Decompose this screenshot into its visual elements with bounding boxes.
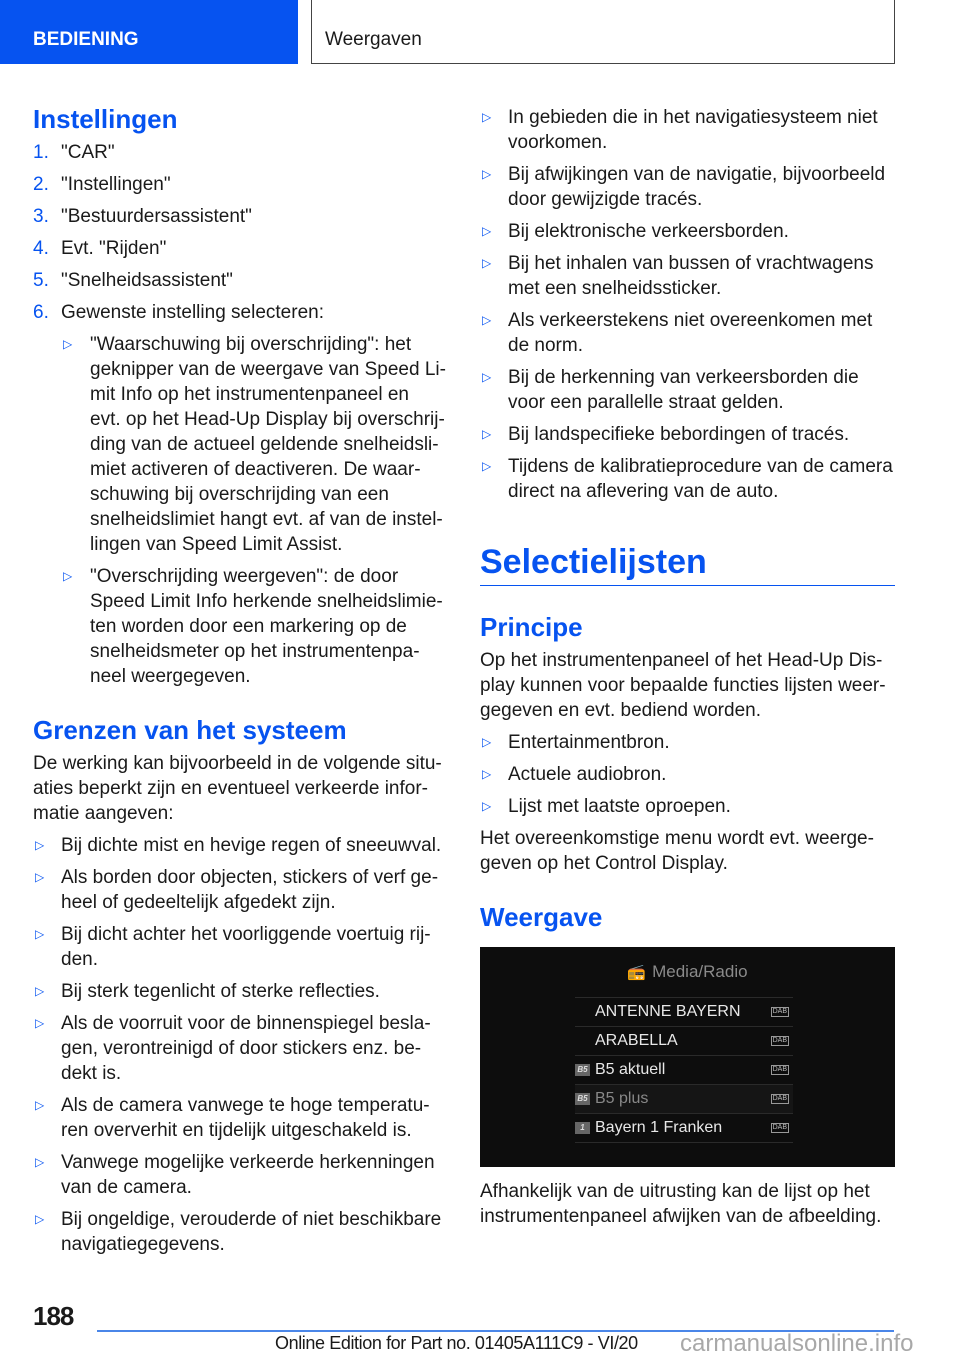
text-line: Evt. "Rijden" xyxy=(61,238,167,259)
station-row xyxy=(575,1114,793,1143)
screen-title-text: Media/Radio xyxy=(652,961,748,981)
text-line: Bij elektronische verkeersborden. xyxy=(508,220,789,242)
triangle-bullet-icon: ▷ xyxy=(35,1212,45,1226)
right-column xyxy=(480,0,895,1229)
text-line: Gewenste instelling selecteren: xyxy=(61,302,324,323)
radio-icon: 📻 xyxy=(627,963,647,981)
paragraph xyxy=(33,751,453,826)
step-number: 2. xyxy=(33,174,49,195)
text-line: Actuele audiobron. xyxy=(508,763,667,785)
text-line: evt. op het Head-Up Display bij overschrij- xyxy=(90,409,445,430)
text-line: neel weergegeven. xyxy=(90,666,251,687)
bullet-item xyxy=(33,833,453,858)
bullet-item xyxy=(480,251,895,301)
text-line: "CAR" xyxy=(61,142,115,163)
text-line: heel of gedeeltelijk afgedekt zijn. xyxy=(61,892,336,913)
text-line: Het overeenkomstige menu wordt evt. weerge- xyxy=(480,827,874,849)
text-line: snelheidsmeter op het instrumentenpa- xyxy=(90,641,420,662)
chapter-label: Weergaven xyxy=(325,29,422,50)
subheading xyxy=(33,102,453,136)
text-line: Bij sterk tegenlicht of sterke reflecties. xyxy=(61,981,380,1002)
station-name: B5 aktuell xyxy=(595,1060,666,1078)
watermark: carmanualsonline.info xyxy=(680,1330,914,1357)
subheading xyxy=(480,900,895,934)
text-line: play kunnen voor bepaalde functies lijsten weer- xyxy=(480,674,886,696)
text-line: Bij ongeldige, verouderde of niet beschikbare xyxy=(61,1209,442,1230)
triangle-bullet-icon: ▷ xyxy=(482,166,492,181)
text-line: ren oververhit en tijdelijk uitgeschakeld is. xyxy=(61,1120,412,1141)
dab-badge: DAB xyxy=(772,1123,787,1131)
bullet-item xyxy=(480,308,895,358)
station-name: ARABELLA xyxy=(595,1031,678,1049)
bullet-item xyxy=(33,922,453,972)
triangle-bullet-icon: ▷ xyxy=(482,734,492,749)
dab-badge: DAB xyxy=(772,1065,787,1073)
bullet-item xyxy=(480,422,895,447)
text-line: Op het instrumentenpaneel of het Head-Up Dis- xyxy=(480,649,883,671)
subheading xyxy=(33,713,453,747)
numbered-step xyxy=(33,140,453,165)
bullet-item xyxy=(33,979,453,1004)
text-line: Als de camera vanwege te hoge temperatu- xyxy=(61,1095,430,1116)
bullet-item xyxy=(480,794,895,819)
text-line: Bij het inhalen van bussen of vrachtwagens xyxy=(508,252,874,274)
triangle-bullet-icon: ▷ xyxy=(482,312,492,327)
text-line: Bij afwijkingen van de navigatie, bijvoorbeeld xyxy=(508,163,886,185)
text-line: lingen van Speed Limit Assist. xyxy=(90,534,343,555)
text-line: gegeven en evt. bediend worden. xyxy=(480,699,761,721)
dab-badge: DAB xyxy=(772,1094,787,1102)
bullet-item xyxy=(480,730,895,755)
text-line: dekt is. xyxy=(61,1063,122,1084)
triangle-bullet-icon: ▷ xyxy=(482,109,492,124)
paragraph xyxy=(480,1179,895,1229)
text-line: geven op het Control Display. xyxy=(480,852,728,874)
paragraph xyxy=(480,648,895,723)
numbered-step xyxy=(33,204,453,229)
bullet-item xyxy=(33,1207,453,1257)
bullet-item xyxy=(33,865,453,915)
screen-title xyxy=(480,962,895,982)
text-line: aties beperkt zijn en eventueel verkeerde infor- xyxy=(33,778,429,799)
step-number: 5. xyxy=(33,270,49,291)
text-line: van de camera. xyxy=(61,1177,192,1198)
triangle-bullet-icon: ▷ xyxy=(63,569,73,583)
section-heading xyxy=(480,542,895,586)
bullet-item xyxy=(480,219,895,244)
text-line: Grenzen van het systeem xyxy=(33,715,347,745)
text-line: "Instellingen" xyxy=(61,174,171,195)
bullet-item xyxy=(480,762,895,787)
text-line: Bij landspecifieke bebordingen of tracés. xyxy=(508,423,850,445)
dab-badge: DAB xyxy=(772,1036,787,1044)
text-line: De werking kan bijvoorbeeld in de volgende situ- xyxy=(33,753,442,774)
sub-bullet-item xyxy=(33,564,453,689)
triangle-bullet-icon: ▷ xyxy=(482,369,492,384)
station-list xyxy=(575,997,793,1143)
text-line: "Overschrijding weergeven": de door xyxy=(90,566,399,587)
text-line: voorkomen. xyxy=(508,131,608,153)
station-row xyxy=(575,998,793,1027)
edition-text: Online Edition for Part no. 01405A111C9 - VI/20 xyxy=(275,1333,638,1353)
text-line: miet activeren of deactiveren. De waar- xyxy=(90,459,421,480)
media-radio-screenshot xyxy=(480,947,895,1167)
left-column xyxy=(33,0,453,1257)
text-line: Bij dicht achter het voorliggende voertuig rij- xyxy=(61,924,431,945)
sub-bullet-item xyxy=(33,332,453,557)
step-number: 4. xyxy=(33,238,49,259)
text-line: Vanwege mogelijke verkeerde herkenningen xyxy=(61,1152,435,1173)
bullet-item xyxy=(480,162,895,212)
text-line: Bij dichte mist en hevige regen of sneeuwval. xyxy=(61,835,442,856)
triangle-bullet-icon: ▷ xyxy=(35,838,45,852)
text-line: ding van de actueel geldende snelheidsli- xyxy=(90,434,439,455)
station-logo-icon: B5 xyxy=(575,1064,590,1076)
text-line: met een snelheidssticker. xyxy=(508,277,722,299)
text-line: de norm. xyxy=(508,334,583,356)
subheading xyxy=(480,610,895,644)
text-line: matie aangeven: xyxy=(33,803,174,824)
text-line: Instellingen xyxy=(33,104,178,134)
text-line: In gebieden die in het navigatiesysteem niet xyxy=(508,106,878,128)
text-line: Speed Limit Info herkende snelheidslimie- xyxy=(90,591,443,612)
numbered-step xyxy=(33,172,453,197)
text-line: Tijdens de kalibratieprocedure van de camera xyxy=(508,455,893,477)
text-line: den. xyxy=(61,949,98,970)
bullet-item xyxy=(480,454,895,504)
numbered-step xyxy=(33,300,453,325)
station-logo-icon: 1 xyxy=(575,1122,590,1134)
dab-badge: DAB xyxy=(772,1007,787,1015)
text-line: geknipper van de weergave van Speed Li- xyxy=(90,359,446,380)
text-line: Bij de herkenning van verkeersborden die xyxy=(508,366,859,388)
text-line: ten worden door een markering op de xyxy=(90,616,407,637)
step-number: 3. xyxy=(33,206,49,227)
text-line: Als de voorruit voor de binnenspiegel besla- xyxy=(61,1013,431,1034)
station-row xyxy=(575,1027,793,1056)
triangle-bullet-icon: ▷ xyxy=(482,766,492,781)
text-line: "Bestuurdersassistent" xyxy=(61,206,252,227)
triangle-bullet-icon: ▷ xyxy=(482,255,492,270)
bullet-item xyxy=(480,105,895,155)
bullet-item xyxy=(33,1093,453,1143)
triangle-bullet-icon: ▷ xyxy=(482,223,492,238)
text-line: "Waarschuwing bij overschrijding": het xyxy=(90,334,412,355)
numbered-step xyxy=(33,268,453,293)
step-number: 1. xyxy=(33,142,49,163)
triangle-bullet-icon: ▷ xyxy=(35,984,45,998)
text-line: gen, verontreinigd of door stickers enz. be- xyxy=(61,1038,422,1059)
text-line: Selectielijsten xyxy=(480,542,707,581)
text-line: Weergave xyxy=(480,901,603,932)
numbered-step xyxy=(33,236,453,261)
triangle-bullet-icon: ▷ xyxy=(35,1155,45,1169)
triangle-bullet-icon: ▷ xyxy=(63,337,73,351)
section-label: BEDIENING xyxy=(33,29,139,50)
text-line: direct na aflevering van de auto. xyxy=(508,480,779,502)
text-line: Entertainmentbron. xyxy=(508,731,670,753)
triangle-bullet-icon: ▷ xyxy=(482,458,492,473)
station-name: ANTENNE BAYERN xyxy=(595,1002,741,1020)
triangle-bullet-icon: ▷ xyxy=(482,798,492,813)
text-line: "Snelheidsassistent" xyxy=(61,270,233,291)
paragraph xyxy=(480,826,895,876)
station-logo-icon: B5 xyxy=(575,1093,590,1105)
station-name: B5 plus xyxy=(595,1089,649,1107)
station-name: Bayern 1 Franken xyxy=(595,1118,723,1136)
text-line: Als borden door objecten, stickers of verf ge- xyxy=(61,867,439,888)
text-line: Als verkeerstekens niet overeenkomen met xyxy=(508,309,873,331)
triangle-bullet-icon: ▷ xyxy=(35,870,45,884)
text-line: navigatiegegevens. xyxy=(61,1234,225,1255)
text-line: Afhankelijk van de uitrusting kan de lijst op het xyxy=(480,1180,870,1202)
text-line: Lijst met laatste oproepen. xyxy=(508,795,731,817)
text-line: voor een parallelle straat gelden. xyxy=(508,391,784,413)
text-line: schuwing bij overschrijding van een xyxy=(90,484,389,505)
station-row xyxy=(575,1056,793,1085)
triangle-bullet-icon: ▷ xyxy=(35,1098,45,1112)
station-row xyxy=(575,1085,793,1114)
bullet-item xyxy=(480,365,895,415)
triangle-bullet-icon: ▷ xyxy=(482,426,492,441)
bullet-item xyxy=(33,1011,453,1086)
triangle-bullet-icon: ▷ xyxy=(35,927,45,941)
bullet-item xyxy=(33,1150,453,1200)
step-number: 6. xyxy=(33,302,49,323)
text-line: instrumentenpaneel afwijken van de afbeelding. xyxy=(480,1205,882,1227)
page-number: 188 xyxy=(33,1301,74,1331)
text-line: mit Info op het instrumentenpaneel en xyxy=(90,384,409,405)
text-line: snelheidslimiet hangt evt. af van de instel- xyxy=(90,509,443,530)
text-line: door gewijzigde tracés. xyxy=(508,188,703,210)
text-line: Principe xyxy=(480,611,583,642)
triangle-bullet-icon: ▷ xyxy=(35,1016,45,1030)
